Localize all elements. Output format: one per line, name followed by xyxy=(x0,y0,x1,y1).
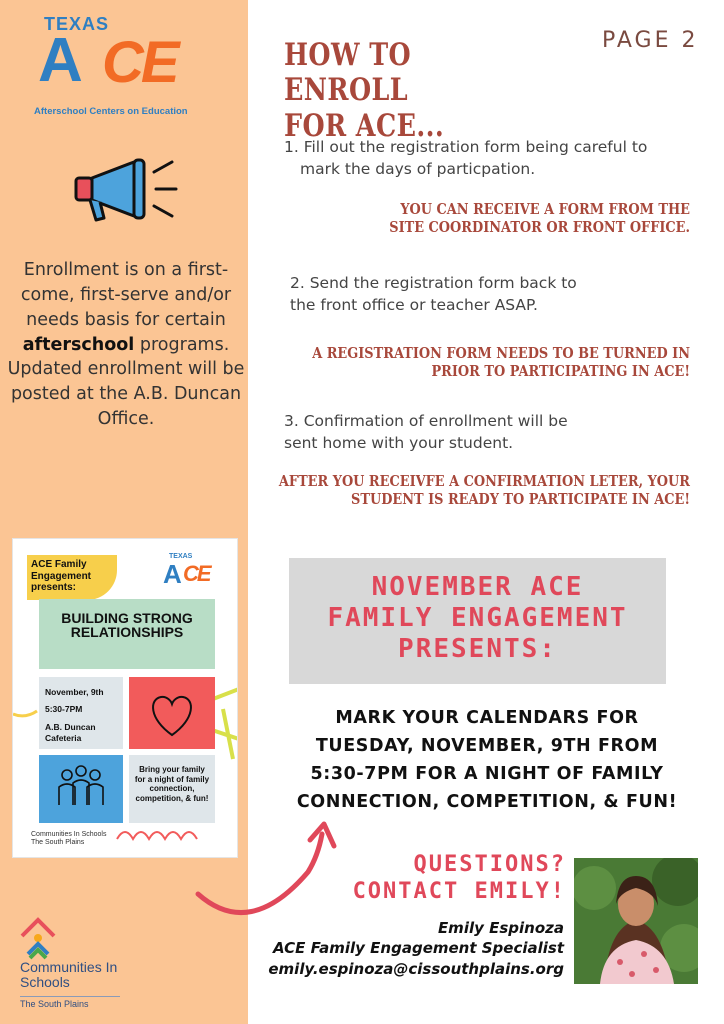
texas-ace-logo xyxy=(30,12,205,122)
flyer-people-tile xyxy=(39,755,123,823)
questions-heading xyxy=(340,852,566,906)
callout-3-line-2: STUDENT IS READY TO PARTICIPATE IN ACE! xyxy=(351,490,690,509)
page-heading xyxy=(284,38,514,144)
portrait-image xyxy=(574,858,698,984)
enrollment-note-text-2: programs. Updated enrollment will be posted at the A.B. Duncan Office. xyxy=(7,334,245,430)
callout-3 xyxy=(243,472,690,509)
step-1 xyxy=(284,136,664,180)
logo-ace-a: A xyxy=(38,26,79,95)
contact-block xyxy=(252,918,564,979)
event-banner-line-3: PRESENTS: xyxy=(398,634,557,665)
step-3-line-2: sent home with your student. xyxy=(284,434,514,452)
heart-icon xyxy=(129,677,215,749)
callout-3-line-1: AFTER YOU RECEIVFE A CONFIRMATION LETER, YOUR xyxy=(278,472,690,490)
flyer-presents: ACE Family Engagement presents: xyxy=(27,555,117,600)
callout-2 xyxy=(303,344,690,381)
questions-line-2: CONTACT EMILY! xyxy=(352,878,566,904)
enrollment-note xyxy=(4,258,248,432)
flyer-bring-text: Bring your family for a night of family connection, competition, & fun! xyxy=(129,755,215,823)
flyer-logo-ce: CE xyxy=(183,561,210,586)
step-3-line-1: 3. Confirmation of enrollment will be xyxy=(284,412,568,430)
flyer-cis-logo xyxy=(31,831,106,846)
contact-role: ACE Family Engagement Specialist xyxy=(272,939,564,958)
megaphone-icon xyxy=(72,158,182,228)
enrollment-note-text-1: Enrollment is on a first-come, first-serve and/or needs basis for certain xyxy=(20,260,232,330)
flyer-place: A.B. Duncan Cafeteria xyxy=(45,721,96,744)
callout-2-line-1: A REGISTRATION FORM NEEDS TO BE TURNED IN xyxy=(312,344,690,362)
contact-name: Emily Espinoza xyxy=(437,919,564,937)
flyer-time: 5:30-7PM xyxy=(45,704,83,715)
step-2 xyxy=(290,272,650,316)
flyer-date-block xyxy=(39,677,123,749)
mark-calendar-line-4: CONNECTION, COMPETITION, & FUN! xyxy=(296,792,678,812)
step-2-line-2: the front office or teacher ASAP. xyxy=(290,296,538,314)
flyer-date: November, 9th xyxy=(45,687,104,697)
step-2-line-1: 2. Send the registration form back to xyxy=(290,274,577,292)
callout-1 xyxy=(329,200,690,237)
communities-in-schools-logo xyxy=(16,914,136,1014)
logo-texas-text: TEXAS xyxy=(44,14,110,34)
cis-name: Communities In Schools xyxy=(20,959,118,990)
mark-calendar-line-3: 5:30-7PM FOR A NIGHT OF FAMILY xyxy=(310,764,664,784)
heading-line-2: FOR ACE... xyxy=(284,107,445,144)
callout-2-line-2: PRIOR TO PARTICIPATING IN ACE! xyxy=(431,362,690,381)
callout-1-line-1: YOU CAN RECEIVE A FORM FROM THE xyxy=(400,200,690,218)
event-banner-line-1: NOVEMBER ACE xyxy=(371,572,584,602)
step-1-line-2: mark the days of particpation. xyxy=(300,160,536,178)
event-banner-line-2: FAMILY ENGAGEMENT xyxy=(327,603,628,634)
mark-calendar-line-1: MARK YOUR CALENDARS FOR xyxy=(335,708,639,728)
flyer-title: BUILDING STRONG RELATIONSHIPS xyxy=(39,599,215,669)
mark-calendar-line-2: TUESDAY, NOVEMBER, 9TH FROM xyxy=(315,736,659,756)
cis-house-icon xyxy=(16,914,60,960)
mark-calendar-text xyxy=(262,704,712,816)
callout-1-line-2: SITE COORDINATOR OR FRONT OFFICE. xyxy=(389,218,690,237)
contact-photo xyxy=(574,858,698,984)
contact-email[interactable]: emily.espinoza@cissouthplains.org xyxy=(268,959,564,978)
page-label: PAGE 2 xyxy=(602,28,699,53)
flyer-logo-texas: TEXAS xyxy=(169,553,193,560)
flyer-ace-logo xyxy=(163,553,219,587)
cis-sub: The South Plains xyxy=(20,996,120,1009)
step-3 xyxy=(284,410,644,454)
family-engagement-flyer xyxy=(12,538,238,858)
flyer-cis-name: Communities In Schools xyxy=(31,831,107,838)
enrollment-note-bold: afterschool xyxy=(22,334,135,355)
logo-tagline: Afterschool Centers on Education xyxy=(34,106,188,117)
logo-ace-ce: CE xyxy=(102,30,177,95)
flyer-logo-a: A xyxy=(163,559,180,589)
event-banner xyxy=(289,558,666,684)
heading-line-1: HOW TO ENROLL xyxy=(284,37,412,109)
curved-arrow-icon xyxy=(190,820,350,930)
questions-line-1: QUESTIONS? xyxy=(413,852,566,877)
flyer-cis-sub: The South Plains xyxy=(31,838,85,846)
flyer-heart-tile xyxy=(129,677,215,749)
family-icon xyxy=(39,755,123,823)
step-1-line-1: 1. Fill out the registration form being careful to xyxy=(284,138,648,156)
